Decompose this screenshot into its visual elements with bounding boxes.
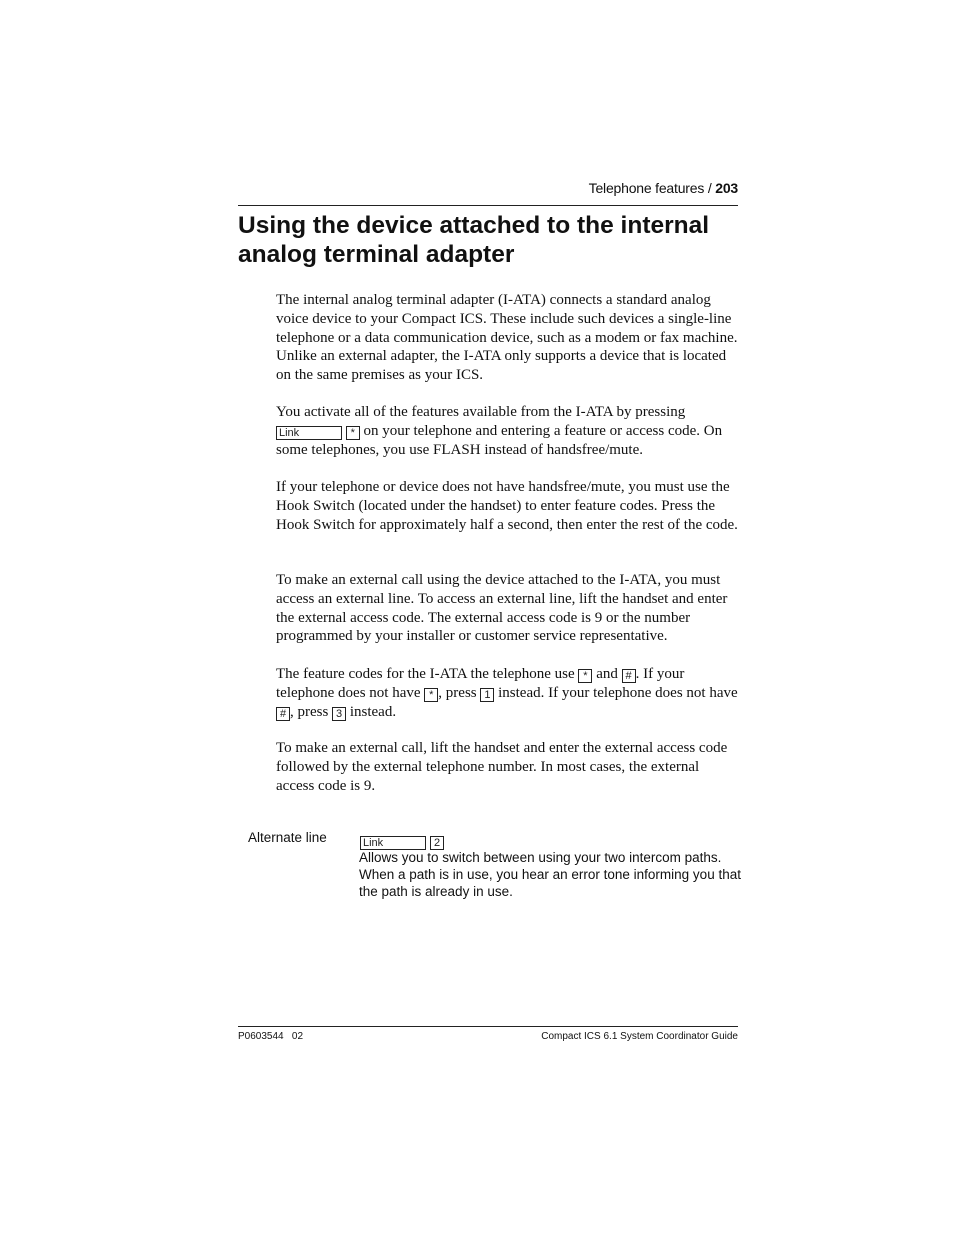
page-number: 203 <box>715 180 738 196</box>
codes-text-7: instead. <box>346 703 397 720</box>
feature-label: Alternate line <box>248 830 327 845</box>
star-key: * <box>424 688 438 702</box>
header-separator: / <box>704 180 716 196</box>
activation-paragraph <box>276 403 738 459</box>
feature-description: Allows you to switch between using your two intercom paths. When a path is in use, you hear an error tone informing you that the path is already in use. <box>359 850 741 899</box>
document-number: P0603544 02 <box>238 1031 304 1042</box>
page-title <box>238 211 758 269</box>
hook-switch-paragraph: If your telephone or device does not have handsfree/mute, you must use the Hook Switch (located under the handset) to enter feature codes. Press the Hook Switch for approximately half a second, then enter the rest of the code. <box>276 479 738 533</box>
codes-text-2: and <box>592 666 622 682</box>
external-call-paragraph: To make an external call, lift the handset and enter the external access code followed by the external telephone number. In most cases, the external access code is 9. <box>276 740 728 794</box>
guide-title: Compact ICS 6.1 System Coordinator Guide <box>541 1031 738 1042</box>
codes-text-5: instead. If your telephone does not have <box>494 684 738 701</box>
star-key: * <box>578 669 592 683</box>
link-key: Link <box>360 836 426 850</box>
activation-text-2: on your telephone and entering a feature or access code. On some telephones, you use FLASH instead of handsfree/mute. <box>276 422 723 458</box>
feature-code-keys <box>360 832 444 850</box>
link-key: Link <box>276 426 342 440</box>
one-key: 1 <box>480 688 494 702</box>
header-rule <box>238 205 738 206</box>
header-section: Telephone features <box>588 180 705 196</box>
running-header <box>238 180 738 196</box>
codes-text-3: . If your telephone does not have <box>276 666 685 701</box>
activation-text: You activate all of the features available from the I-ATA by pressing <box>276 404 686 420</box>
title-line-2: analog terminal adapter <box>238 241 515 268</box>
star-key: * <box>346 426 360 440</box>
title-line-1: Using the device attached to the internal <box>238 212 710 239</box>
hash-key: # <box>622 669 636 683</box>
three-key: 3 <box>332 707 346 721</box>
footer-rule <box>238 1026 738 1027</box>
feature-codes-paragraph <box>276 665 738 721</box>
codes-text-4: , press <box>438 684 481 701</box>
codes-text-1: The feature codes for the I-ATA the telephone use <box>276 666 579 682</box>
two-key: 2 <box>430 836 444 850</box>
codes-text-6: , press <box>290 703 333 720</box>
hash-key: # <box>276 707 290 721</box>
external-line-paragraph: To make an external call using the device attached to the I-ATA, you must access an external line. To access an external line, lift the handset and enter the external access code. The external access code is 9 or the number programmed by your installer or customer service representative. <box>276 572 728 645</box>
intro-paragraph: The internal analog terminal adapter (I-ATA) connects a standard analog voice device to your Compact ICS. These include such devices a single-line telephone or a data communication device, such as a modem or fax machine. Unlike an external adapter, the I-ATA only supports a device that is located on the same premises as your ICS. <box>276 292 738 384</box>
